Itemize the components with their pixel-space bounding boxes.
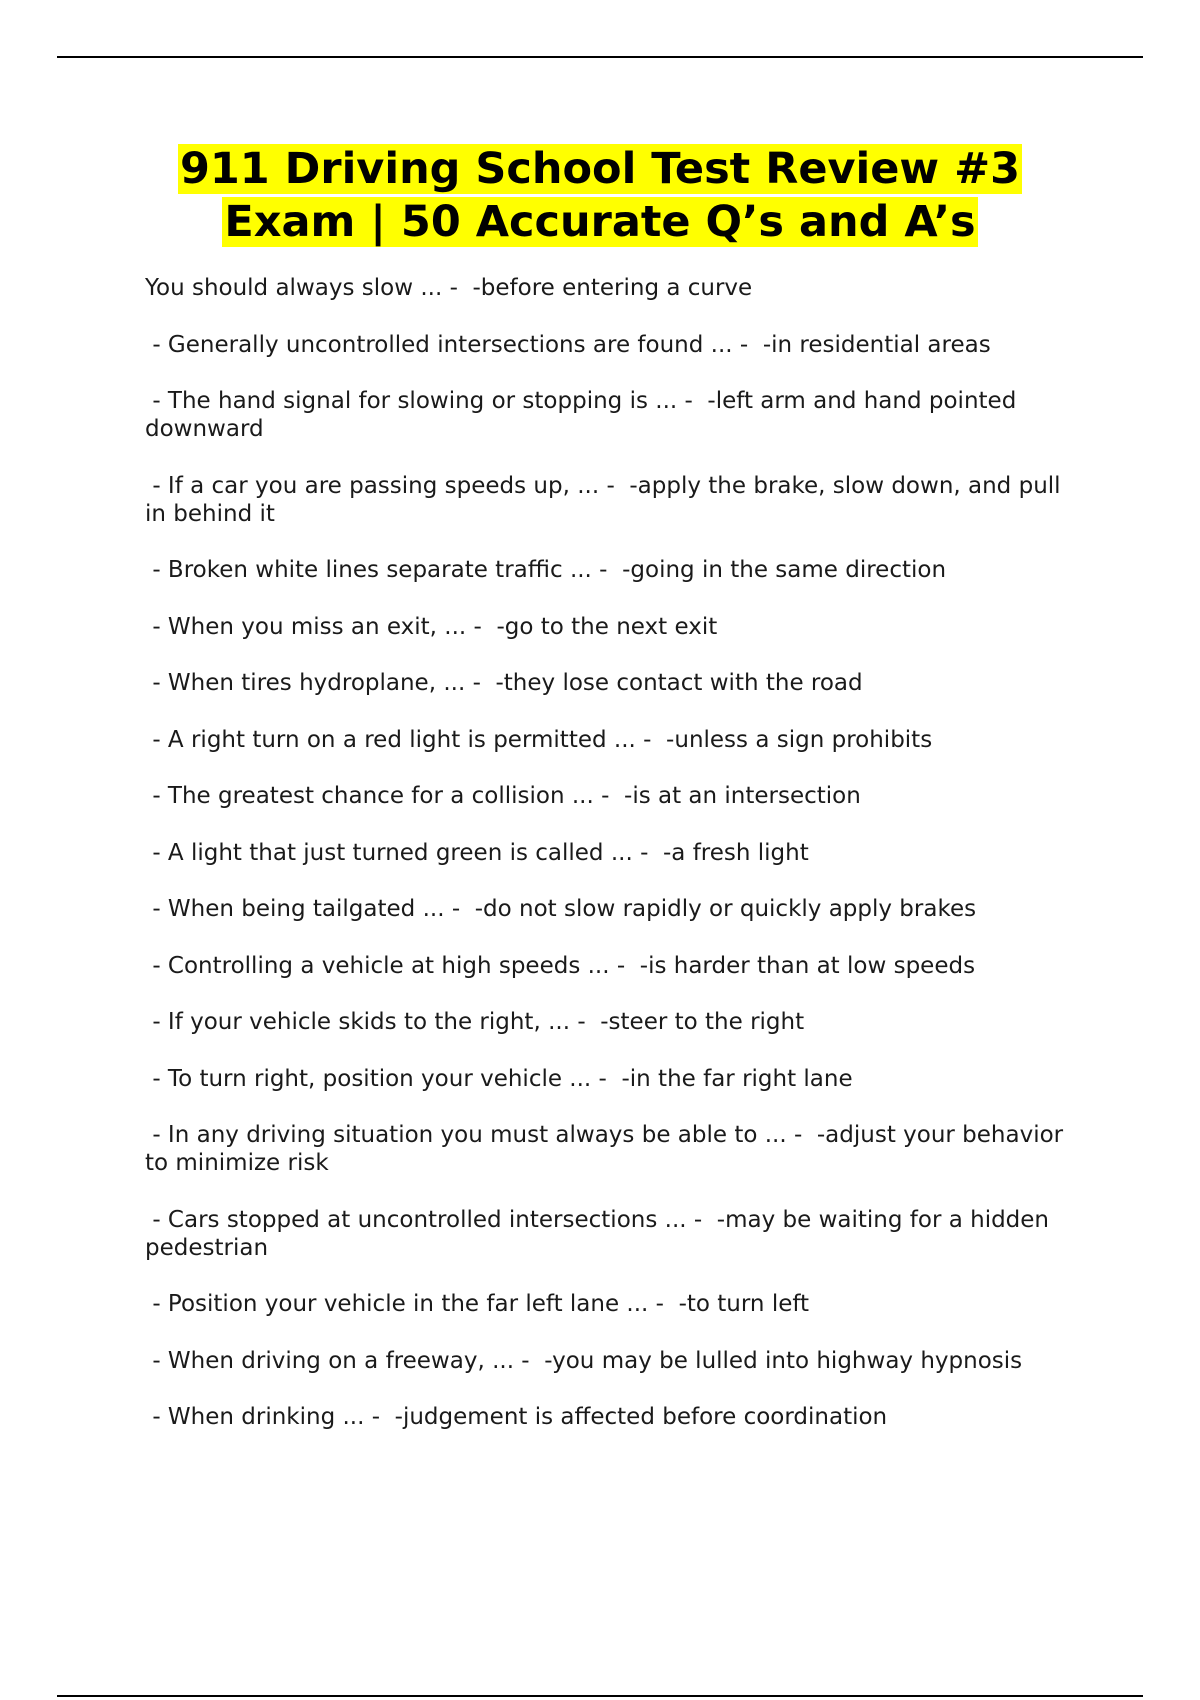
qa-item: - When being tailgated ... - -do not slow rapidly or quickly apply brakes [145, 896, 977, 922]
question-answer-list [145, 274, 1075, 1460]
qa-item: - When you miss an exit, ... - -go to the next exit [145, 613, 718, 640]
qa-item: - Generally uncontrolled intersections are found ... - -in residential areas [145, 331, 991, 358]
bottom-rule [57, 1695, 1143, 1697]
qa-item: - Controlling a vehicle at high speeds ... - -is harder than at low speeds [145, 952, 976, 979]
qa-item: - A right turn on a red light is permitted ... - -unless a sign prohibits [145, 726, 933, 753]
qa-item: You should always slow ... - -before entering a curve [145, 275, 753, 301]
top-rule [57, 56, 1143, 58]
qa-item: - Position your vehicle in the far left lane ... - -to turn left [145, 1291, 810, 1317]
title-line-1: 911 Driving School Test Review #3 [179, 144, 1021, 194]
qa-item: - When drinking ... - -judgement is affected before coordination [145, 1404, 888, 1430]
qa-item: - Broken white lines separate traffic ... - -going in the same direction [145, 557, 947, 583]
qa-item: - When tires hydroplane, ... - -they lose contact with the road [145, 670, 863, 696]
qa-item: - If a car you are passing speeds up, ... - -apply the brake, slow down, and pull in behind it [145, 472, 1068, 527]
qa-item: - The hand signal for slowing or stopping is ... - -left arm and hand pointed downward [145, 388, 1024, 442]
qa-item: - To turn right, position your vehicle ... - -in the far right lane [145, 1065, 853, 1092]
qa-item: - If your vehicle skids to the right, ... - -steer to the right [145, 1009, 805, 1035]
qa-item: - A light that just turned green is called ... - -a fresh light [145, 839, 809, 866]
qa-item: - Cars stopped at uncontrolled intersections ... - -may be waiting for a hidden pedestrian [145, 1206, 1057, 1261]
qa-item: - The greatest chance for a collision ... - -is at an intersection [145, 783, 861, 809]
title-block [0, 143, 1200, 249]
qa-item: - When driving on a freeway, ... - -you may be lulled into highway hypnosis [145, 1347, 1023, 1374]
title-line-2: Exam | 50 Accurate Q’s and A’s [224, 197, 976, 247]
qa-item: - In any driving situation you must always be able to ... - -adjust your behavior to minimize risk [145, 1122, 1071, 1176]
document-title [0, 143, 1200, 249]
